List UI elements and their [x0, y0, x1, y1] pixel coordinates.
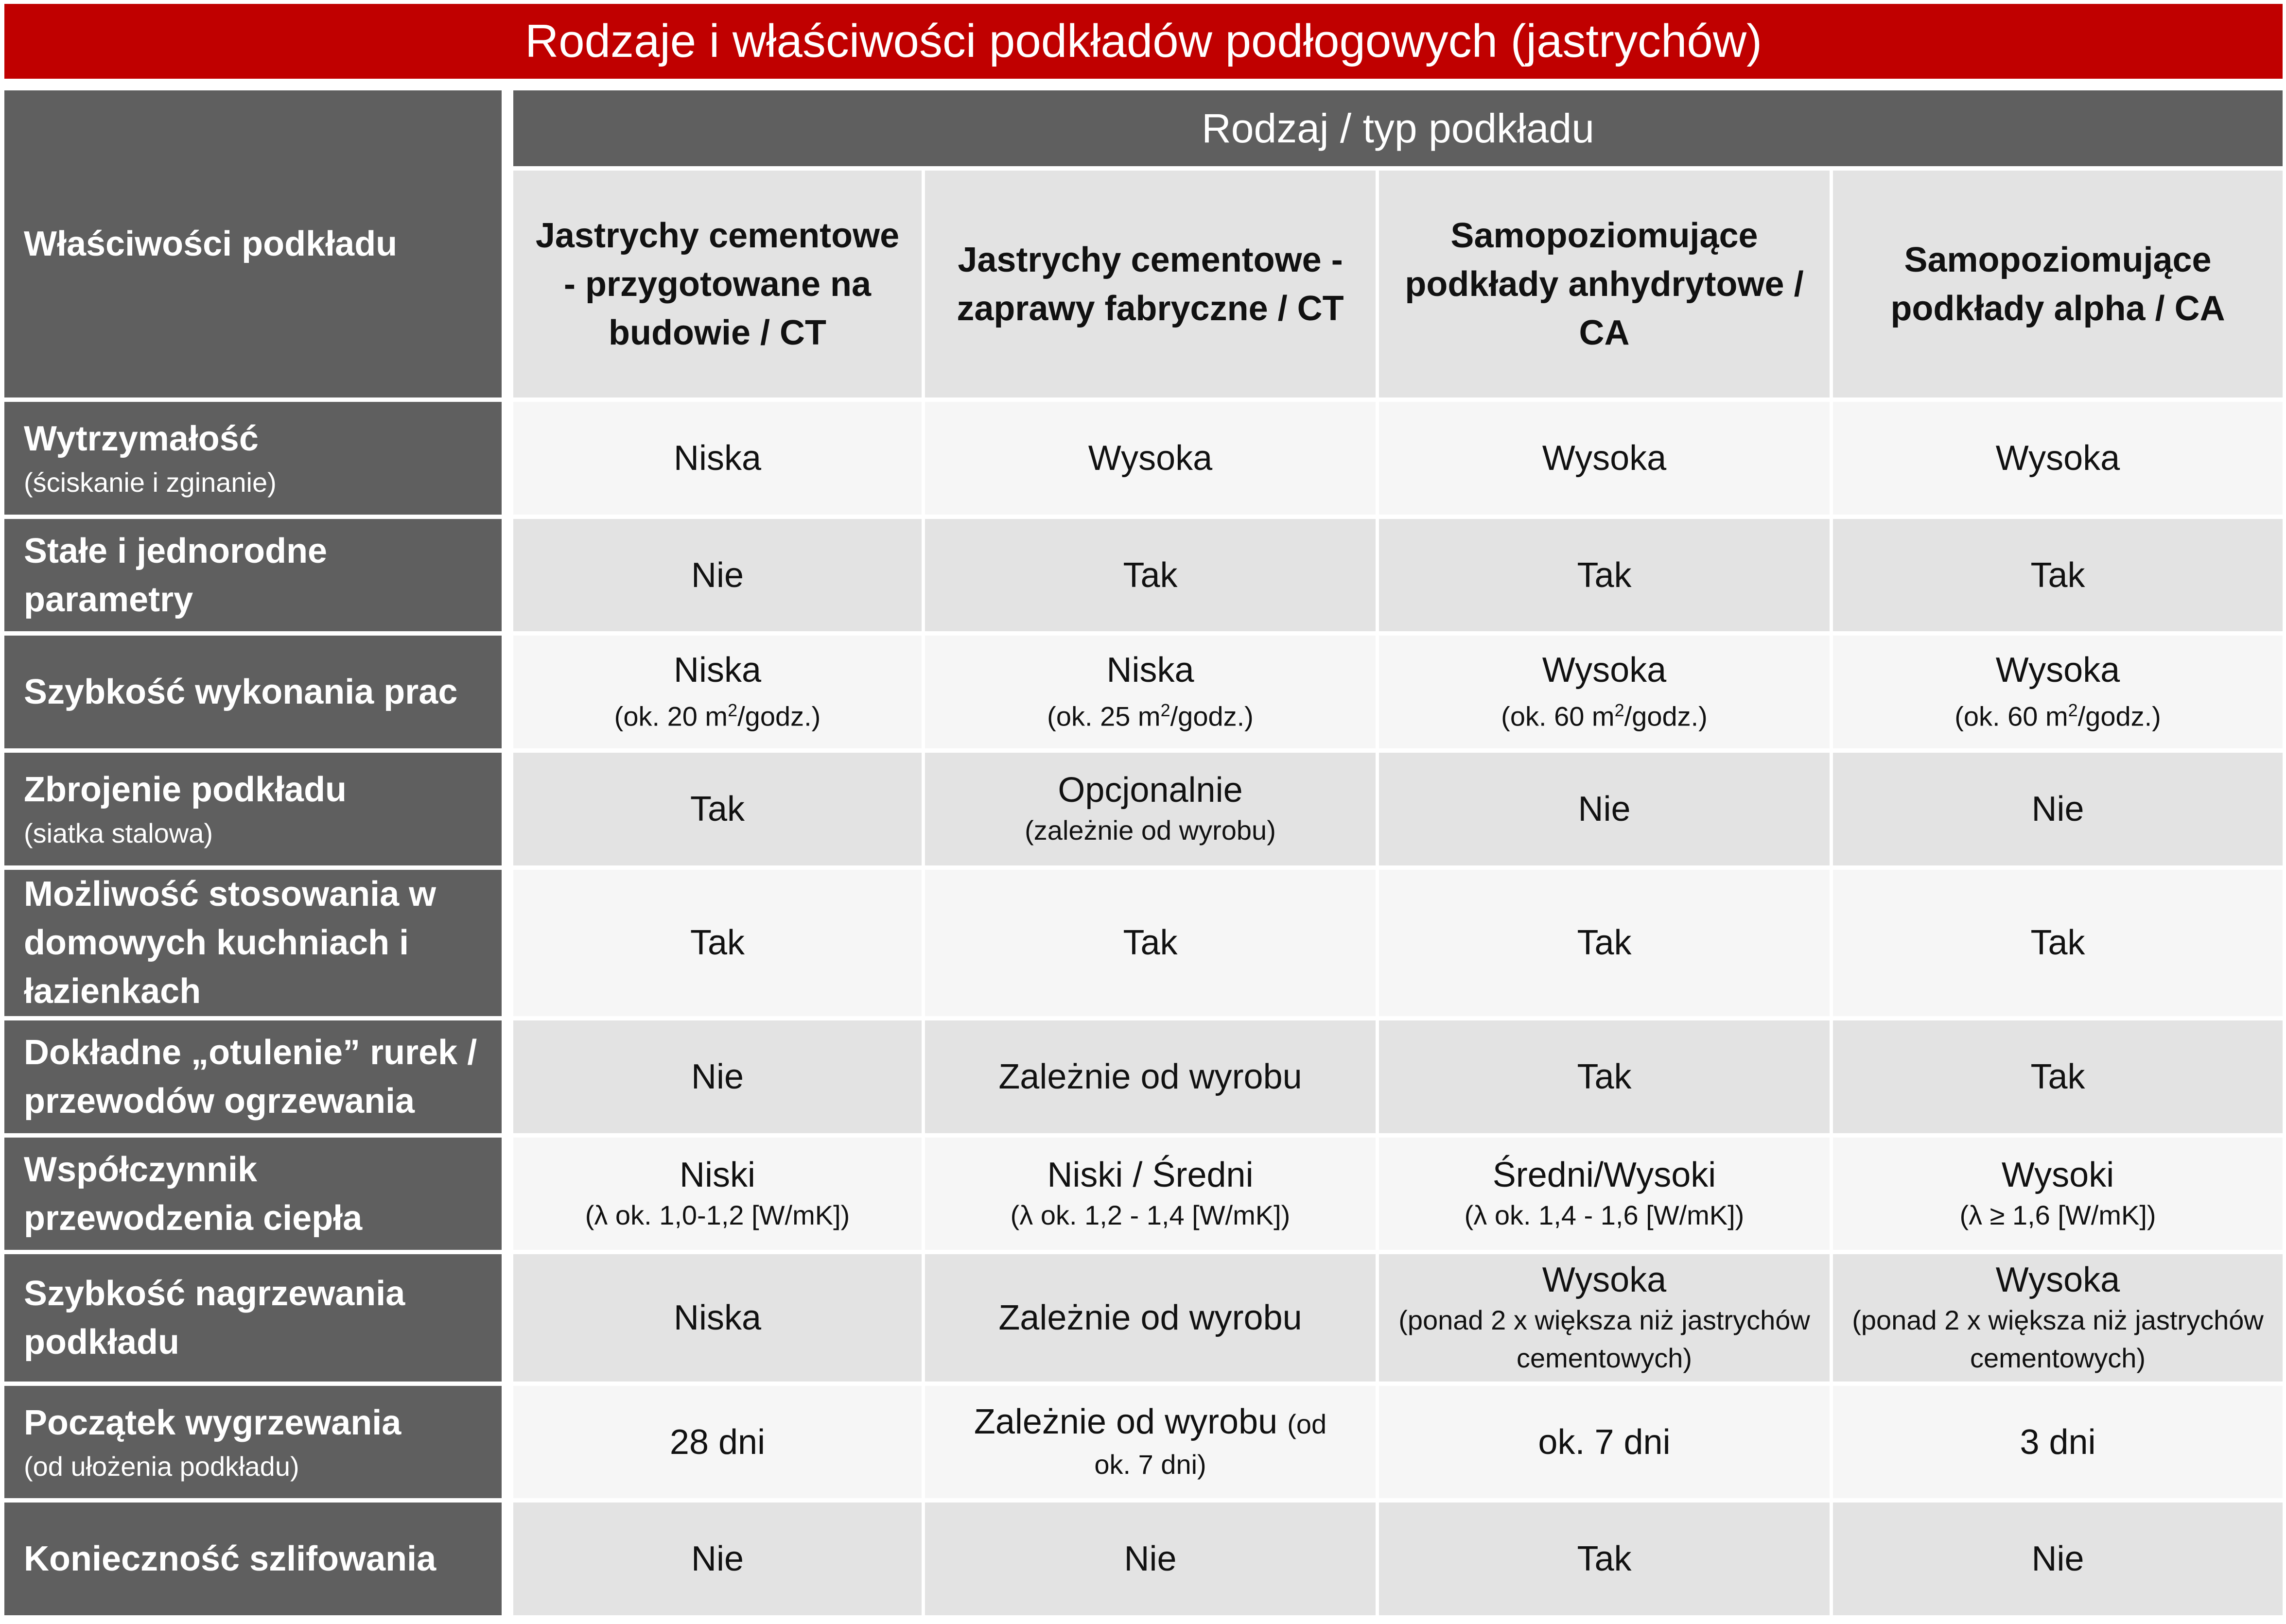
rate-prefix: (ok. 60 m — [1954, 701, 2068, 732]
type-group-header: Rodzaj / typ podkładu — [513, 90, 2283, 171]
cell-value: Tak — [1577, 1057, 1632, 1096]
row-header — [4, 870, 513, 1021]
table-cell — [1379, 519, 1833, 636]
table-row — [4, 1503, 2283, 1620]
cell-value: Zależnie od wyrobu — [974, 1402, 1278, 1442]
table-cell — [1833, 636, 2283, 753]
cell-value: Niska — [673, 439, 762, 478]
cell-value: Tak — [1577, 1539, 1632, 1579]
property-column-label: Właściwości podkładu — [24, 225, 398, 264]
rate-prefix: (ok. 20 m — [614, 701, 728, 732]
cell-value: Wysoka — [1088, 439, 1213, 478]
cell-note: (ponad 2 x większa niż jastrychów cementowych) — [1852, 1305, 2264, 1374]
cell-note: (λ ok. 1,0-1,2 [W/mK]) — [585, 1199, 850, 1230]
rate-suffix: /godz.) — [1624, 701, 1708, 732]
column-header-ct-site: Jastrychy cementowe - przygotowane na budowie / CT — [513, 171, 925, 402]
rate-suffix: /godz.) — [737, 701, 821, 732]
table-cell — [925, 519, 1379, 636]
table-cell — [1379, 1138, 1833, 1255]
table-cell — [1379, 753, 1833, 870]
row-label: Wytrzymałość — [24, 419, 259, 459]
rate-suffix: /godz.) — [1170, 701, 1254, 732]
table-cell — [1379, 1020, 1833, 1138]
table-row — [4, 519, 2283, 636]
cell-value: Niska — [673, 650, 762, 690]
table-cell — [513, 870, 925, 1021]
cell-note: (λ ok. 1,4 - 1,6 [W/mK]) — [1464, 1199, 1745, 1230]
cell-value: Nie — [691, 1539, 744, 1579]
table-cell — [1833, 753, 2283, 870]
property-column-header — [4, 90, 513, 402]
table-cell — [1379, 1254, 1833, 1386]
row-header — [4, 636, 513, 753]
cell-value: Niski / Średni — [1047, 1155, 1254, 1194]
table-cell — [1833, 402, 2283, 519]
cell-value: Tak — [1577, 923, 1632, 963]
cell-value: Wysoka — [1995, 1261, 2120, 1300]
table-title: Rodzaje i właściwości podkładów podłogowych (jastrychów) — [4, 4, 2283, 79]
table-cell — [513, 402, 925, 519]
table-cell — [1379, 1503, 1833, 1620]
row-header — [4, 1020, 513, 1138]
row-label-note: (siatka stalowa) — [24, 817, 213, 848]
cell-value: ok. 7 dni — [1538, 1422, 1671, 1462]
row-label: Szybkość wykonania prac — [24, 673, 458, 712]
row-header — [4, 1386, 513, 1503]
table-row — [4, 753, 2283, 870]
cell-value: Wysoki — [2001, 1155, 2114, 1194]
row-label: Konieczność szlifowania — [24, 1539, 436, 1579]
cell-rate-note — [523, 691, 912, 736]
row-header — [4, 1254, 513, 1386]
table-cell — [1833, 1254, 2283, 1386]
table-row — [4, 1386, 2283, 1503]
table-cell — [1833, 519, 2283, 636]
cell-value: Nie — [2031, 789, 2084, 829]
table-cell — [513, 1138, 925, 1255]
cell-value: Tak — [2030, 555, 2085, 595]
cell-value: Wysoka — [1995, 650, 2120, 690]
table-cell — [1379, 636, 1833, 753]
cell-inline-note: (od — [1287, 1409, 1327, 1440]
table-cell — [925, 1020, 1379, 1138]
rate-exponent: 2 — [1614, 700, 1624, 720]
cell-value: Tak — [690, 789, 745, 829]
cell-note: ok. 7 dni) — [1094, 1449, 1206, 1480]
table-cell — [1833, 1503, 2283, 1620]
table-cell — [513, 1254, 925, 1386]
table-cell — [1379, 402, 1833, 519]
cell-value: Tak — [1577, 555, 1632, 595]
table-cell — [925, 1254, 1379, 1386]
table-cell — [925, 1503, 1379, 1620]
row-header — [4, 753, 513, 870]
row-header — [4, 519, 513, 636]
cell-value: Nie — [2031, 1539, 2084, 1579]
cell-value: Wysoka — [1542, 650, 1667, 690]
table-cell — [925, 636, 1379, 753]
row-header — [4, 1503, 513, 1620]
cell-value: Niska — [673, 1298, 762, 1338]
table-cell — [513, 636, 925, 753]
table-cell — [1379, 1386, 1833, 1503]
cell-value: Wysoka — [1542, 1261, 1667, 1300]
cell-value: Wysoka — [1995, 439, 2120, 478]
row-label-note: (ściskanie i zginanie) — [24, 467, 277, 498]
cell-value: Tak — [2030, 923, 2085, 963]
row-label: Początek wygrzewania — [24, 1403, 401, 1442]
cell-value: Średni/Wysoki — [1492, 1155, 1716, 1194]
rate-prefix: (ok. 25 m — [1047, 701, 1161, 732]
table-cell — [513, 1503, 925, 1620]
rate-exponent: 2 — [1160, 700, 1170, 720]
rate-suffix: /godz.) — [2077, 701, 2161, 732]
properties-table — [4, 90, 2283, 1620]
cell-value: Nie — [691, 1057, 744, 1096]
cell-note: (zależnie od wyrobu) — [1025, 814, 1276, 846]
column-header-ct-factory: Jastrychy cementowe - zaprawy fabryczne / CT — [925, 171, 1379, 402]
table-cell — [925, 402, 1379, 519]
cell-value: Opcjonalnie — [1058, 770, 1243, 810]
rate-exponent: 2 — [2068, 700, 2078, 720]
table-cell — [1833, 1386, 2283, 1503]
cell-value: Niska — [1106, 650, 1194, 690]
cell-note: (ponad 2 x większa niż jastrychów cementowych) — [1398, 1305, 1810, 1374]
table-cell — [925, 1138, 1379, 1255]
cell-value: Tak — [1123, 555, 1178, 595]
row-label: Stałe i jednorodne parametry — [24, 531, 328, 619]
cell-value: 3 dni — [2020, 1422, 2096, 1462]
cell-value: Tak — [690, 923, 745, 963]
table-cell — [513, 519, 925, 636]
table-cell — [1379, 870, 1833, 1021]
row-label: Dokładne „otulenie” rurek / przewodów ogrzewania — [24, 1033, 477, 1121]
cell-value: Niski — [680, 1155, 755, 1194]
table-cell — [925, 870, 1379, 1021]
cell-value: Wysoka — [1542, 439, 1667, 478]
table-row — [4, 1138, 2283, 1255]
row-label: Możliwość stosowania w domowych kuchniach i łazienkach — [24, 875, 436, 1011]
table-cell — [925, 1386, 1379, 1503]
table-cell — [1833, 870, 2283, 1021]
table-cell — [1833, 1138, 2283, 1255]
cell-value: Zależnie od wyrobu — [998, 1298, 1302, 1338]
rate-prefix: (ok. 60 m — [1501, 701, 1615, 732]
column-header-ca-alpha: Samopoziomujące podkłady alpha / CA — [1833, 171, 2283, 402]
cell-note: (λ ≥ 1,6 [W/mK]) — [1959, 1199, 2156, 1230]
table-cell — [925, 753, 1379, 870]
cell-value: Tak — [1123, 923, 1178, 963]
table-row — [4, 1254, 2283, 1386]
cell-rate-note — [1843, 691, 2273, 736]
rate-exponent: 2 — [728, 700, 738, 720]
table-row — [4, 1020, 2283, 1138]
cell-note: (λ ok. 1,2 - 1,4 [W/mK]) — [1010, 1199, 1291, 1230]
table-row — [4, 636, 2283, 753]
row-label: Współczynnik przewodzenia ciepła — [24, 1150, 363, 1238]
row-header — [4, 1138, 513, 1255]
cell-value: Tak — [2030, 1057, 2085, 1096]
column-header-ca-anhydrite: Samopoziomujące podkłady anhydrytowe / CA — [1379, 171, 1833, 402]
cell-rate-note — [1389, 691, 1820, 736]
table-cell — [513, 753, 925, 870]
cell-value: 28 dni — [669, 1422, 766, 1462]
table-cell — [1833, 1020, 2283, 1138]
table-row — [4, 870, 2283, 1021]
cell-value: Nie — [1578, 789, 1631, 829]
row-label: Zbrojenie podkładu — [24, 770, 347, 809]
row-label: Szybkość nagrzewania podkładu — [24, 1274, 405, 1362]
table-cell — [513, 1386, 925, 1503]
cell-value: Zależnie od wyrobu — [998, 1057, 1302, 1096]
row-label-note: (od ułożenia podkładu) — [24, 1451, 299, 1482]
table-row — [4, 402, 2283, 519]
table-cell — [513, 1020, 925, 1138]
cell-rate-note — [935, 691, 1366, 736]
cell-value: Nie — [691, 555, 744, 595]
row-header — [4, 402, 513, 519]
cell-value: Nie — [1124, 1539, 1177, 1579]
